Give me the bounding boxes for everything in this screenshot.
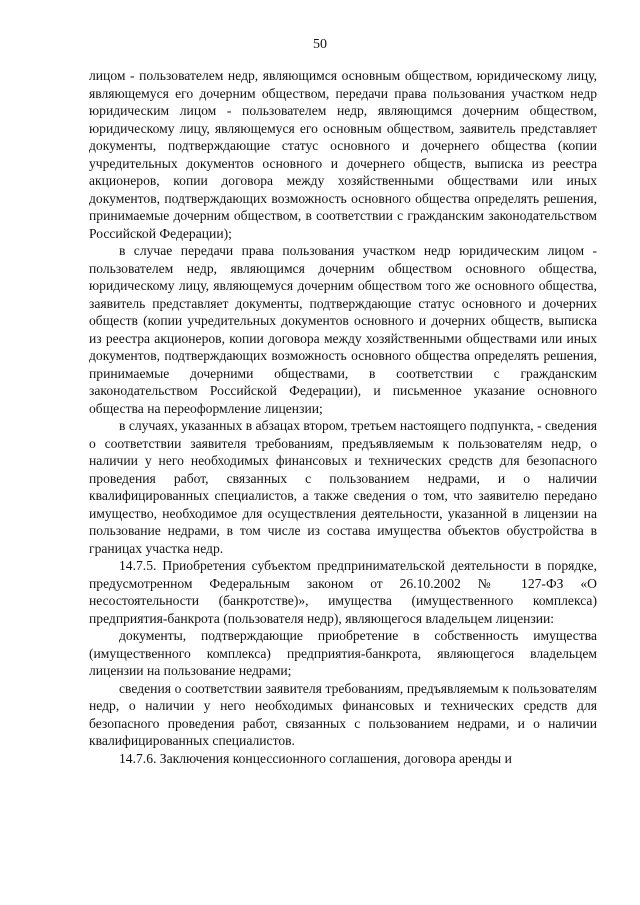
paragraph: в случае передачи права пользования участком недр юридическим лицом - пользователем недр, являющимся дочерним обществом основного общества, юридическому лицу, являющемуся дочерним обществом того же основного общества, заявитель представляет документы, подтверждающие статус основного и дочерних обществ (копии учредительных документов основного и дочерних обществ, выписка из реестра акционеров, копии договора между хозяйственными обществами или иных документов, подтверждающих возможность основного общества определять решения, принимаемые дочерними обществами, в соответствии с гражданским законодательством Российской Федерации), и письменное указание основного общества на переоформление лицензии; <box>89 243 597 416</box>
paragraph: документы, подтверждающие приобретение в собственность имущества (имущественного комплекса) предприятия-банкрота, являющегося владельцем лицензии на пользование недрами; <box>89 628 597 678</box>
paragraph: 14.7.6. Заключения концессионного соглашения, договора аренды и <box>119 750 512 766</box>
paragraph: 14.7.5. Приобретения субъектом предпринимательской деятельности в порядке, предусмотренном Федеральным законом от 26.10.2002 № 127-ФЗ «О несостоятельности (банкротстве)», имущества (имущественного комплекса) предприятия-банкрота (пользователя недр), являющегося владельцем лицензии: <box>89 558 597 626</box>
paragraph: сведения о соответствии заявителя требованиям, предъявляемым к пользователям недр, о наличии у него необходимых финансовых и технических средств для безопасного проведения работ, связанных с пользованием недрами, и о наличии квалифицированных специалистов. <box>89 680 597 748</box>
paragraph: в случаях, указанных в абзацах втором, третьем настоящего подпункта, - сведения о соответствии заявителя требованиям, предъявляемым к пользователям недр, о наличии у него необходимых финансовых и технических средств для безопасного проведения работ, связанных с пользованием недрами, и о наличии квалифицированных специалистов, а также сведения о том, что заявителю передано имущество, необходимое для осуществления деятельности, указанной в лицензии на пользование недрами, в том числе из состава имущества объектов обустройства в границах участка недр. <box>89 418 597 556</box>
paragraph: лицом - пользователем недр, являющимся основным обществом, юридическому лицу, являющемуся его дочерним обществом, передачи права пользования участком недр юридическим лицом - пользователем недр, являющимся дочерним обществом, юридическому лицу, являющемуся его основным обществом, заявитель представляет документы, подтверждающие статус основного и дочернего общества (копии учредительных документов основного и дочернего обществ, выписка из реестра акционеров, копии договора между хозяйственными обществами или иных документов, подтверждающих возможность основного общества определять решения, принимаемые дочерним обществом, в соответствии с гражданским законодательством Российской Федерации); <box>89 68 597 241</box>
document-body <box>89 67 597 767</box>
page-number: 50 <box>313 37 327 52</box>
